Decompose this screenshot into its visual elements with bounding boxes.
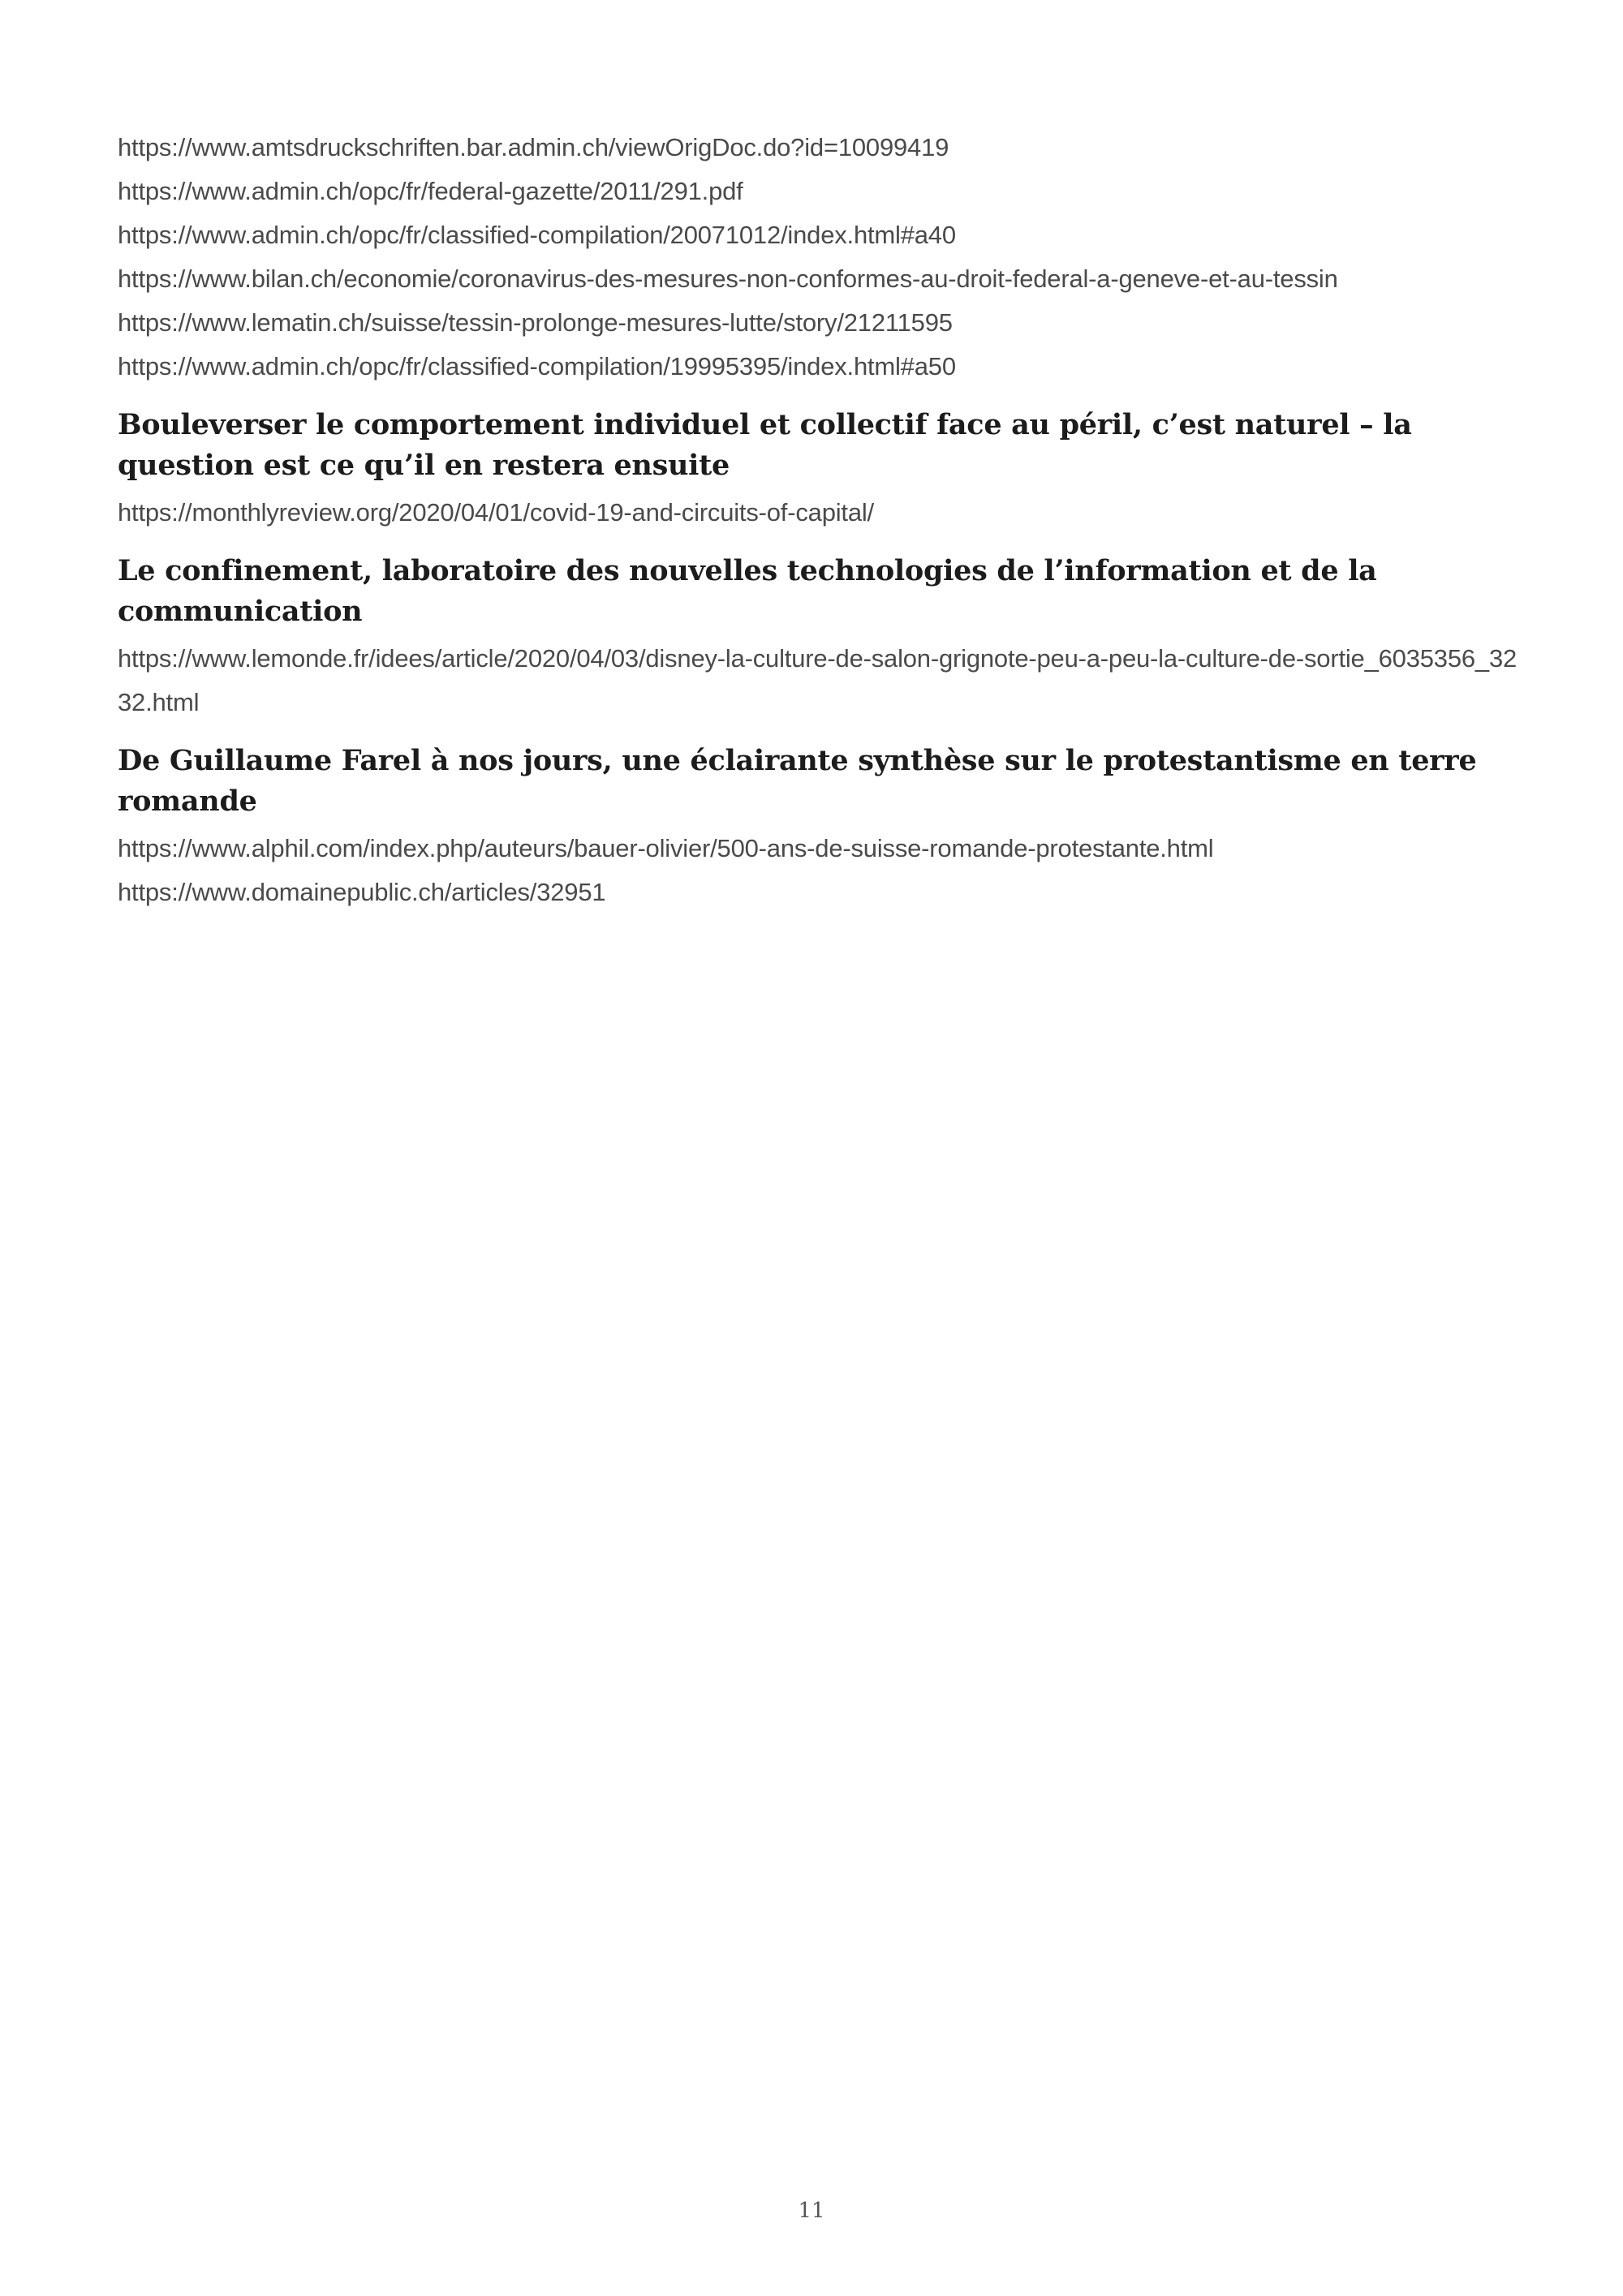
section-heading: De Guillaume Farel à nos jours, une éclairante synthèse sur le protestantisme en terre romande [118,744,1477,818]
reference-link[interactable]: https://www.alphil.com/index.php/auteurs/bauer-olivier/500-ans-de-suisse-romande-protestante.html [118,834,1214,862]
section-confinement [118,551,1522,724]
reference-link[interactable]: https://www.admin.ch/opc/fr/federal-gazette/2011/291.pdf [118,177,743,205]
section-farel [118,741,1522,914]
reference-link[interactable]: https://monthlyreview.org/2020/04/01/covid-19-and-circuits-of-capital/ [118,498,874,527]
reference-link[interactable]: https://www.amtsdruckschriften.bar.admin.ch/viewOrigDoc.do?id=10099419 [118,133,949,161]
reference-link[interactable]: https://www.lemonde.fr/idees/article/2020/04/03/disney-la-culture-de-salon-grignote-peu-a-peu-la-culture-de-sortie_6035356_3232.html [118,644,1518,716]
reference-link[interactable]: https://www.admin.ch/opc/fr/classified-compilation/19995395/index.html#a50 [118,352,956,381]
reference-link[interactable]: https://www.admin.ch/opc/fr/classified-compilation/20071012/index.html#a40 [118,221,956,249]
top-link-list [118,126,1522,389]
section-bouleverser [118,405,1522,535]
page-number: 11 [798,2199,825,2223]
reference-link[interactable]: https://www.bilan.ch/economie/coronavirus-des-mesures-non-conformes-au-droit-federal-a-geneve-et-au-tessin [118,264,1338,293]
reference-link[interactable]: https://www.domainepublic.ch/articles/32951 [118,878,606,906]
section-heading: Bouleverser le comportement individuel et collectif face au péril, c’est naturel – la question est ce qu’il en restera ensuite [118,408,1412,482]
section-heading: Le confinement, laboratoire des nouvelles technologies de l’information et de la communication [118,554,1377,628]
page-content [118,126,1522,914]
reference-link[interactable]: https://www.lematin.ch/suisse/tessin-prolonge-mesures-lutte/story/21211595 [118,308,953,337]
